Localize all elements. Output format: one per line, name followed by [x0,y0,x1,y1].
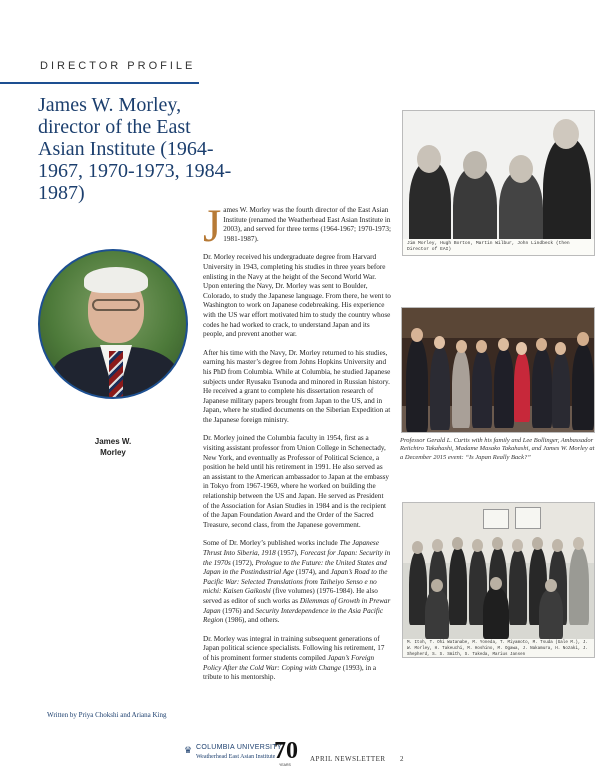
photo-figure [406,338,428,432]
photo-figure-head [432,539,443,552]
book-title: Japan’s Road to the Pacific War: Selected Translations from Taiheiyo Senso e no michi: Kaisen Gaikoshi [203,568,388,596]
photo-formal-group [402,502,595,658]
photo-figure [430,346,450,430]
page-number: 2 [400,755,404,763]
text: (1976) and [220,606,256,615]
photo-directors-group [402,110,595,256]
portrait-caption-line1: James W. [94,437,132,446]
text: (1957), [275,549,301,557]
photo-figure-head [532,537,543,550]
photo-caption-typed: M. Itoh, T. Ohi Watanabe, M. Yoneda, T. Miyamoto, M. Tsuda (Gale M.), J. W. Morley, H. Takeuchi, M. Hoshino, M. Ogawa, J. Nakamura, H. Nozaki, J. Shepherd, S. S. Smith, S. Takeda, Marius Jansen [403,639,594,657]
article-paragraph: Dr. Morley received his undergraduate degree from Harvard University in 1943, completing his studies in three years before enlisting in the Navy at the height of the Second World War. Upon entering the Navy, Dr. Morley was sent to Boulder, Colorado, to study the Japanese language. From there, he went to Washington to work on Japanese codebreaking. His experience with the US war effort motivated him to study the country whose codes he had worked to crack, to understand Japan and its people, and prevent another war. [203,253,391,339]
article-paragraph: After his time with the Navy, Dr. Morley returned to his studies, earning his master’s degree from Johns Hopkins University and his PhD from Columbia. While at Columbia, he studied Japanese subjects under Ryusaku Tsunoda and minored in Russian history. He received a grant to complete his dissertation research of Japanese military papers brought from Japan to the US, and in Japan, where he studied documents on the Siberian Expedition at the Japanese foreign ministry. [203,348,391,424]
book-title: Japan’s Foreign Policy After the Cold War: Coping with Change [203,653,375,672]
book-title: Prologue to the Future: the United States and Japan in the Postindustrial Age [203,558,387,577]
photo-figure-head [573,537,584,550]
footer [184,738,444,772]
crown-icon: ♛ [184,745,193,755]
photo-figure-head [476,340,487,353]
photo-caption-typed: Jim Morley, Hugh Borton, Martin Wilbur, John Lindbeck (then Director of EAI) [403,239,594,255]
photo-seated-figure [425,589,449,639]
photo-figure [494,348,514,428]
portrait-photo [38,249,188,399]
portrait-tie [109,351,123,399]
photo-figure [552,352,570,428]
photo-figure-head [512,539,523,552]
photo-figure [472,350,492,428]
text: (1993), in a tribute to his mentorship. [203,663,377,682]
anniversary-logo: 70 [274,738,298,764]
photo-figure-head [516,342,527,355]
book-title: Security Interdependence in the Asia Pacific Region [203,606,384,625]
photo-figure-head [509,155,533,183]
photo-figure [452,350,470,428]
photo-figure-head [536,338,547,351]
article-body [203,200,391,692]
institute-name: Weatherhead East Asian Institute [196,754,276,760]
photo-seated-figure [483,587,509,639]
photo-figure-head [417,145,441,173]
article-paragraph [203,200,391,252]
portrait-hair [84,267,148,293]
photo-wall-frame [483,509,509,529]
text: Dr. Morley was integral in training subsequent generations of Japan political science specialists. Following his retirement, 17 of his prominent former students compiled [203,634,385,662]
article-paragraph-publications [203,539,391,625]
photo-figure-head [492,537,503,550]
photo-figure [532,348,552,428]
paragraph-text: ames W. Morley was the fourth director of the East Asian Institute (renamed the Weatherhead East Asian Institute in 2003), and served for three terms (1964-1967; 1970-1973; 1981-1987). [223,206,391,243]
photo-figure-head [545,579,557,592]
portrait-glasses [92,299,140,311]
page-title: James W. Morley, director of the East Asian Institute (1964-1967, 1970-1973, 1984-1987) [38,94,232,204]
photo-figure [543,137,591,253]
text: (1974), and [293,568,331,577]
article-paragraph-legacy [203,635,391,683]
newsletter-label: APRIL NEWSLETTER [310,755,386,763]
anniversary-logo-sub: YEARS [279,763,291,767]
photo-figure-head [412,541,423,554]
photo-figure-head [411,328,423,342]
photo-figure-head [553,119,579,149]
photo-figure-head [434,336,445,349]
text: (1986), and others. [223,616,280,625]
text: Some of Dr. Morley’s published works include [203,539,340,548]
photo-figure-head [577,332,589,346]
photo-seated-figure [539,589,563,639]
article-paragraph: Dr. Morley joined the Columbia faculty in 1954, first as a visiting assistant professor from Union College in Schenectady, New York, and eventually as Professor of Political Science, a position he held until his retirement in 1991. He also served as an assistant to the American ambassador to Japan at the embassy in Tokyo from 1967-1969, where he worked on building the relationship between the US and Japan. He served as President of the Association for Asian Studies in 1984 and is the recipient of the Japan Foundation Award and the Order of the Sacred Treasure, second class, from the Japanese government. [203,434,390,529]
university-name: COLUMBIA UNIVERSITY [196,744,282,751]
photo-figure-head [555,342,566,355]
drop-cap: J [203,200,222,252]
book-title: The Japanese Thrust Into Siberia, 1918 [203,539,379,557]
section-label: DIRECTOR PROFILE [40,60,196,72]
photo-wall-frame [515,507,541,529]
photo-figure-head [456,340,467,353]
photo-figure-head [490,577,502,590]
book-title: Forecast for Japan: Security in the 1970s [203,549,391,567]
photo-event-caption: Professor Gerald L. Curtis with his family and Lee Bollinger, Ambassador Reiichiro Takahashi, Madame Masako Takahashi, and James W. Morley at a December 2015 event: “Is Japan Really Back?” [400,437,595,461]
photo-figure-head [431,579,443,592]
photo-figure-head [552,539,563,552]
photo-figure-head [472,539,483,552]
photo-figure [509,549,527,625]
book-title: Dilemmas of Growth in Prewar Japan [203,596,391,615]
photo-figure-head [452,537,463,550]
portrait-caption [38,436,188,458]
text: (five volumes) (1976-1984). He also served as editor of such works as [203,587,378,605]
author-credit: Written by Priya Chokshi and Ariana King [47,711,167,719]
photo-wall [402,308,595,338]
photo-figure-head [498,338,509,351]
photo-figure [514,352,530,422]
section-rule [0,82,199,84]
photo-event-group [401,307,595,433]
photo-figure-head [463,151,487,179]
text: (1972), [230,558,256,567]
portrait-caption-line2: Morley [100,448,126,457]
photo-figure [569,547,589,625]
photo-figure [572,344,594,430]
photo-figure [449,547,467,625]
